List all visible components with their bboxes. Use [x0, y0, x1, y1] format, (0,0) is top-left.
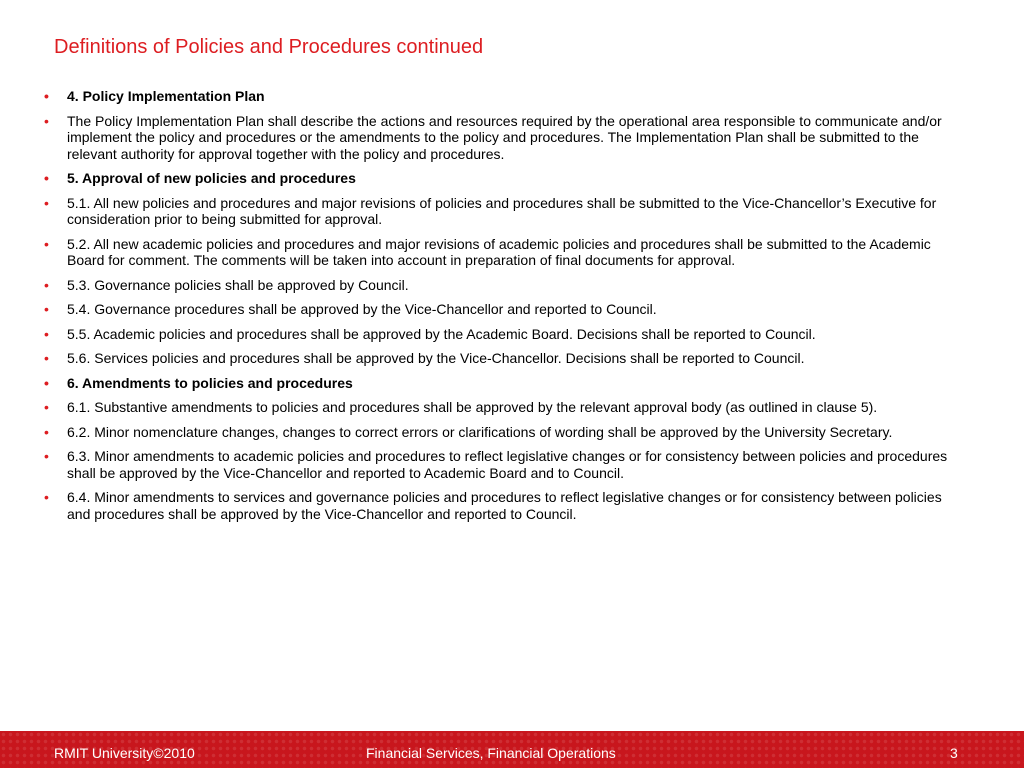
bullet-icon: •: [44, 423, 49, 440]
list-item-text: 5.4. Governance procedures shall be approved by the Vice-Chancellor and reported to Council.: [67, 301, 657, 317]
bullet-list: [44, 88, 956, 530]
list-item-text: 6.1. Substantive amendments to policies and procedures shall be approved by the relevant approval body (as outlined in clause 5).: [67, 399, 878, 415]
bullet-icon: •: [44, 399, 49, 415]
list-item-text: The Policy Implementation Plan shall describe the actions and resources required by the operational area responsible to communicate and/or implement the policy and procedures or the amendments to the policy and procedures. The Implementation Plan shall be submitted to the relevant authority for approval together with the policy and procedures.: [67, 112, 942, 162]
bullet-icon: •: [44, 325, 49, 342]
bullet-icon: •: [44, 276, 49, 293]
list-item: [44, 301, 956, 318]
list-item-text: 5.1. All new policies and procedures and major revisions of policies and procedures shall be submitted to the Vice-Chancellor’s Executive for consideration prior to being submitted for approval.: [67, 194, 937, 227]
bullet-icon: •: [44, 235, 49, 252]
bullet-icon: •: [44, 194, 49, 211]
section-heading: [44, 375, 956, 392]
list-item-text: 5. Approval of new policies and procedures: [67, 170, 356, 186]
list-item-text: 5.5. Academic policies and procedures shall be approved by the Academic Board. Decisions shall be reported to Council.: [67, 325, 816, 342]
list-item: [44, 326, 956, 343]
section-heading: [44, 170, 956, 187]
bullet-icon: •: [44, 170, 49, 186]
list-item-text: 4. Policy Implementation Plan: [67, 88, 265, 104]
bullet-icon: •: [44, 448, 49, 464]
list-item: [44, 113, 956, 163]
footer-page-number: 3: [950, 745, 958, 761]
footer-bar: [0, 731, 1024, 768]
bullet-icon: •: [44, 489, 49, 505]
list-item: [44, 424, 956, 441]
footer-department: Financial Services, Financial Operations: [366, 745, 616, 761]
list-item: [44, 236, 956, 269]
slide-title: Definitions of Policies and Procedures continued: [54, 36, 484, 58]
list-item-text: 6. Amendments to policies and procedures: [67, 374, 353, 391]
bullet-icon: •: [44, 112, 49, 129]
list-item-text: 5.6. Services policies and procedures shall be approved by the Vice-Chancellor. Decisions shall be reported to Council.: [67, 350, 805, 366]
bullet-icon: •: [44, 350, 49, 366]
section-heading: [44, 88, 956, 105]
list-item-text: 6.3. Minor amendments to academic policies and procedures to reflect legislative changes or for consistency between policies and procedures shall be approved by the Vice-Chancellor and reported to Academic Board and to Council.: [67, 448, 948, 481]
bullet-icon: •: [44, 374, 49, 391]
list-item: [44, 448, 956, 481]
list-item: [44, 350, 956, 367]
footer-copyright: RMIT University©2010: [54, 745, 195, 761]
list-item-text: 6.4. Minor amendments to services and governance policies and procedures to reflect legislative changes or for consistency between policies and procedures shall be approved by the Vice-Chancellor and reported to Council.: [67, 489, 942, 522]
bullet-icon: •: [44, 301, 49, 317]
list-item-text: 6.2. Minor nomenclature changes, changes to correct errors or clarifications of wording shall be approved by the University Secretary.: [67, 423, 893, 440]
list-item: [44, 195, 956, 228]
list-item-text: 5.2. All new academic policies and procedures and major revisions of academic policies and procedures shall be submitted to the Academic Board for comment. The comments will be taken into account in preparation of final documents for approval.: [67, 235, 931, 268]
list-item: [44, 399, 956, 416]
bullet-icon: •: [44, 88, 49, 104]
list-item: [44, 277, 956, 294]
list-item-text: 5.3. Governance policies shall be approved by Council.: [67, 276, 409, 293]
list-item: [44, 489, 956, 522]
